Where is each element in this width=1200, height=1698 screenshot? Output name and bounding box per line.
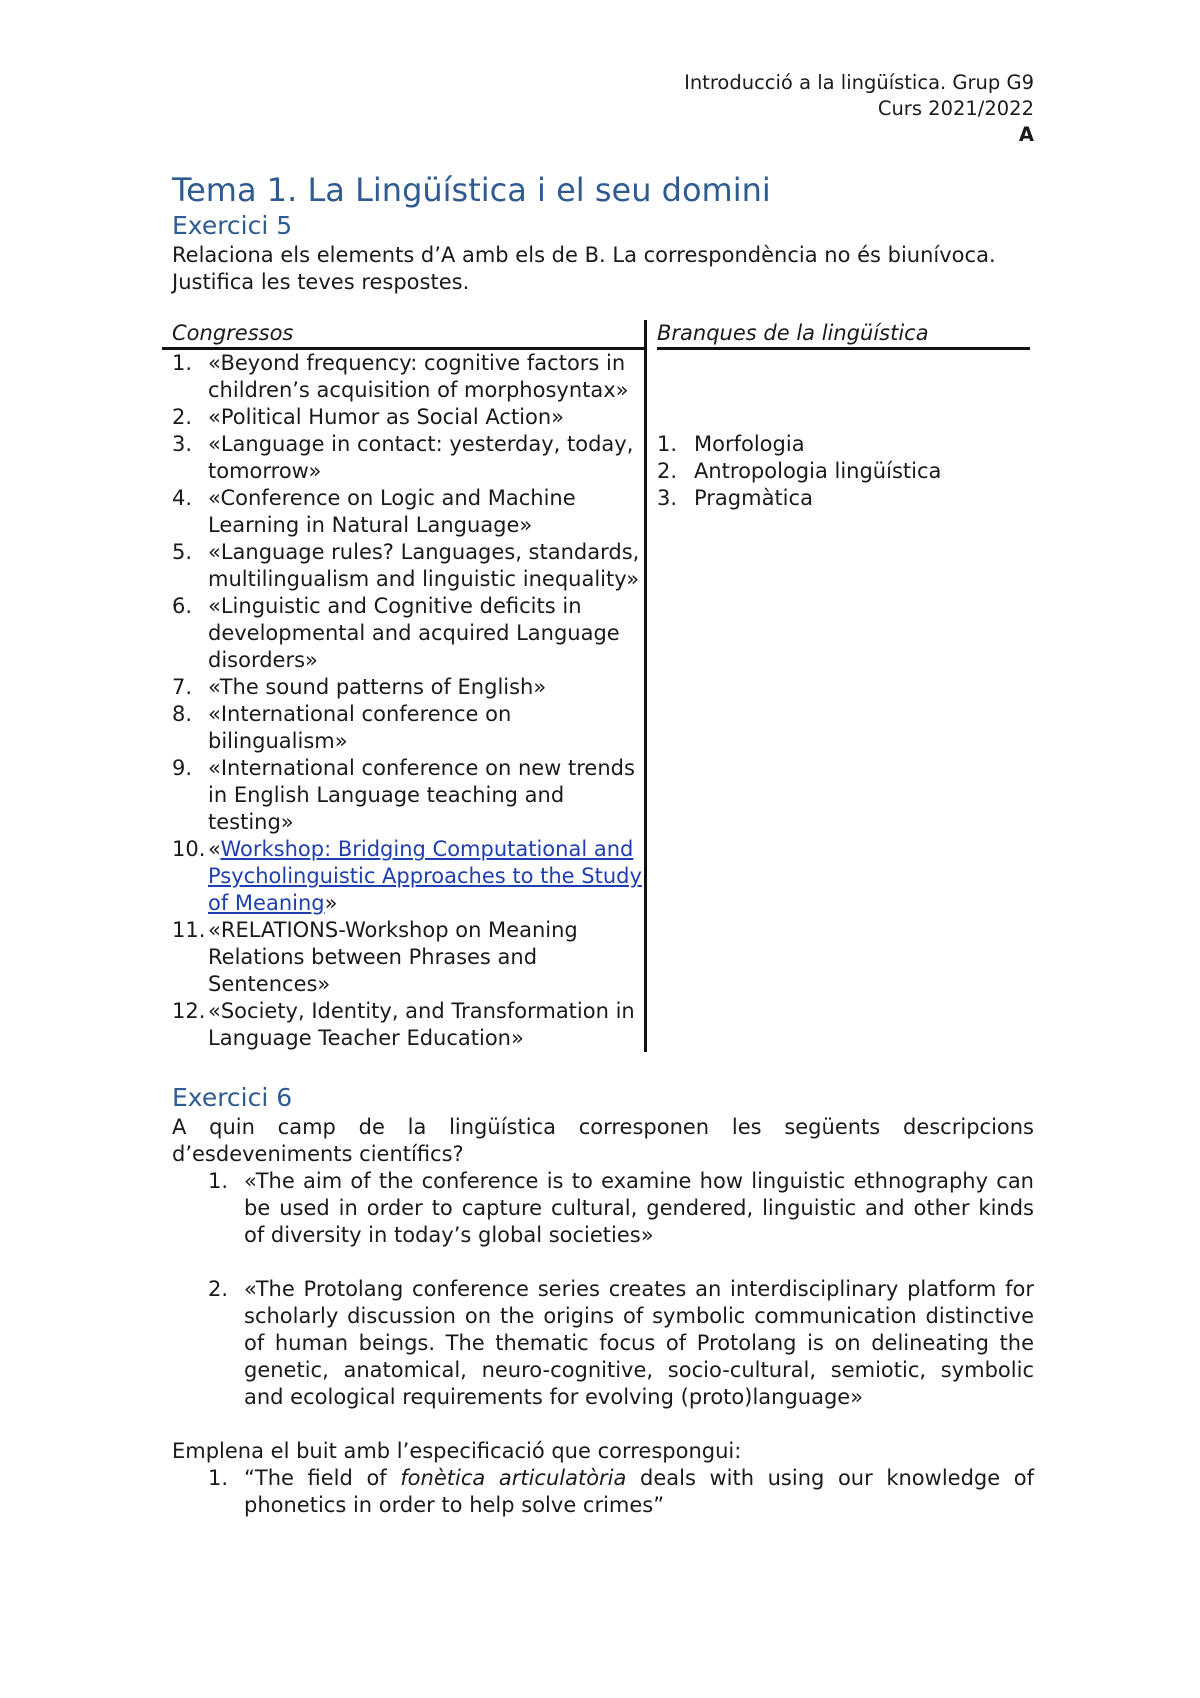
list-item: 2. «Political Humor as Social Action» <box>172 405 565 429</box>
list-item: 12. «Society, Identity, and Transformation in Language Teacher Education» <box>172 999 635 1050</box>
group-letter: A <box>1018 123 1034 146</box>
workshop-link[interactable]: Workshop: Bridging Computational and Psycholinguistic Approaches to the Study of Meaning <box>208 837 642 915</box>
list-item: 1. «Beyond frequency: cognitive factors in children’s acquisition of morphosyntax» <box>172 351 629 402</box>
column-a-header: Congressos <box>162 320 644 350</box>
list-item: 1. «The aim of the conference is to examine how linguistic ethnography can be used in order to capture cultural, gendered, linguistic and other kinds of diversity in today’s global societies» <box>208 1169 1034 1247</box>
exercise6-question: A quin camp de la lingüística corresponen les següents descripcions d’esdeveniments científics? <box>172 1115 1034 1166</box>
list-item: 2. «The Protolang conference series creates an interdisciplinary platform for scholarly discussion on the origins of symbolic communication distinctive of human beings. The thematic focus of Protolang is on delineating the genetic, anatomical, neuro-cognitive, socio-cultural, semiotic, symbolic and ecological requirements for evolving (proto)language» <box>208 1277 1034 1409</box>
list-item: 6. «Linguistic and Cognitive deficits in developmental and acquired Language disorders» <box>172 594 620 672</box>
list-item: 11. «RELATIONS-Workshop on Meaning Relations between Phrases and Sentences» <box>172 918 578 996</box>
column-b-header: Branques de la lingüística <box>657 320 1030 350</box>
exercise6-heading: Exercici 6 <box>172 1083 293 1112</box>
exercise5-heading: Exercici 5 <box>172 211 293 240</box>
list-item: 7. «The sound patterns of English» <box>172 675 547 699</box>
exercise6-section <box>172 1082 1034 1519</box>
branques-list <box>657 431 1030 512</box>
spacer <box>172 1411 1034 1438</box>
exercise5-instructions: Relaciona els elements d’A amb els de B. La correspondència no és biunívoca. Justifica les teves respostes. <box>172 243 996 294</box>
column-a <box>162 320 647 1052</box>
list-item: 9. «International conference on new trends in English Language teaching and testing» <box>172 756 635 834</box>
document-page <box>172 70 1034 1519</box>
list-item: 3. «Language in contact: yesterday, today, tomorrow» <box>172 432 634 483</box>
list-item: 3. Pragmàtica <box>657 486 813 510</box>
list-item: 8. «International conference on bilingualism» <box>172 702 512 753</box>
page-header <box>172 70 1034 148</box>
course-name: Introducció a la lingüística. Grup G9 <box>684 71 1034 94</box>
course-year: Curs 2021/2022 <box>877 97 1034 120</box>
list-item: 5. «Language rules? Languages, standards, multilingualism and linguistic inequality» <box>172 540 640 591</box>
column-b <box>647 320 1030 1052</box>
list-item: 1. Morfologia <box>657 432 805 456</box>
matching-table <box>162 320 1030 1052</box>
congressos-list <box>172 350 644 1052</box>
descriptions-list <box>172 1168 1034 1411</box>
list-item: 1. “The field of fonètica articulatòria deals with using our knowledge of phonetics in order to help solve crimes” <box>208 1466 1034 1517</box>
list-item: 10. «Workshop: Bridging Computational and Psycholinguistic Approaches to the Study of Meaning» <box>172 837 642 915</box>
fill-instruction: Emplena el buit amb l’especificació que correspongui: <box>172 1439 742 1463</box>
page-title: Tema 1. La Lingüística i el seu domini <box>172 171 771 209</box>
list-item: 2. Antropologia lingüística <box>657 459 942 483</box>
fill-list <box>172 1465 1034 1519</box>
spacer <box>208 1249 1034 1276</box>
list-item: 4. «Conference on Logic and Machine Learning in Natural Language» <box>172 486 576 537</box>
